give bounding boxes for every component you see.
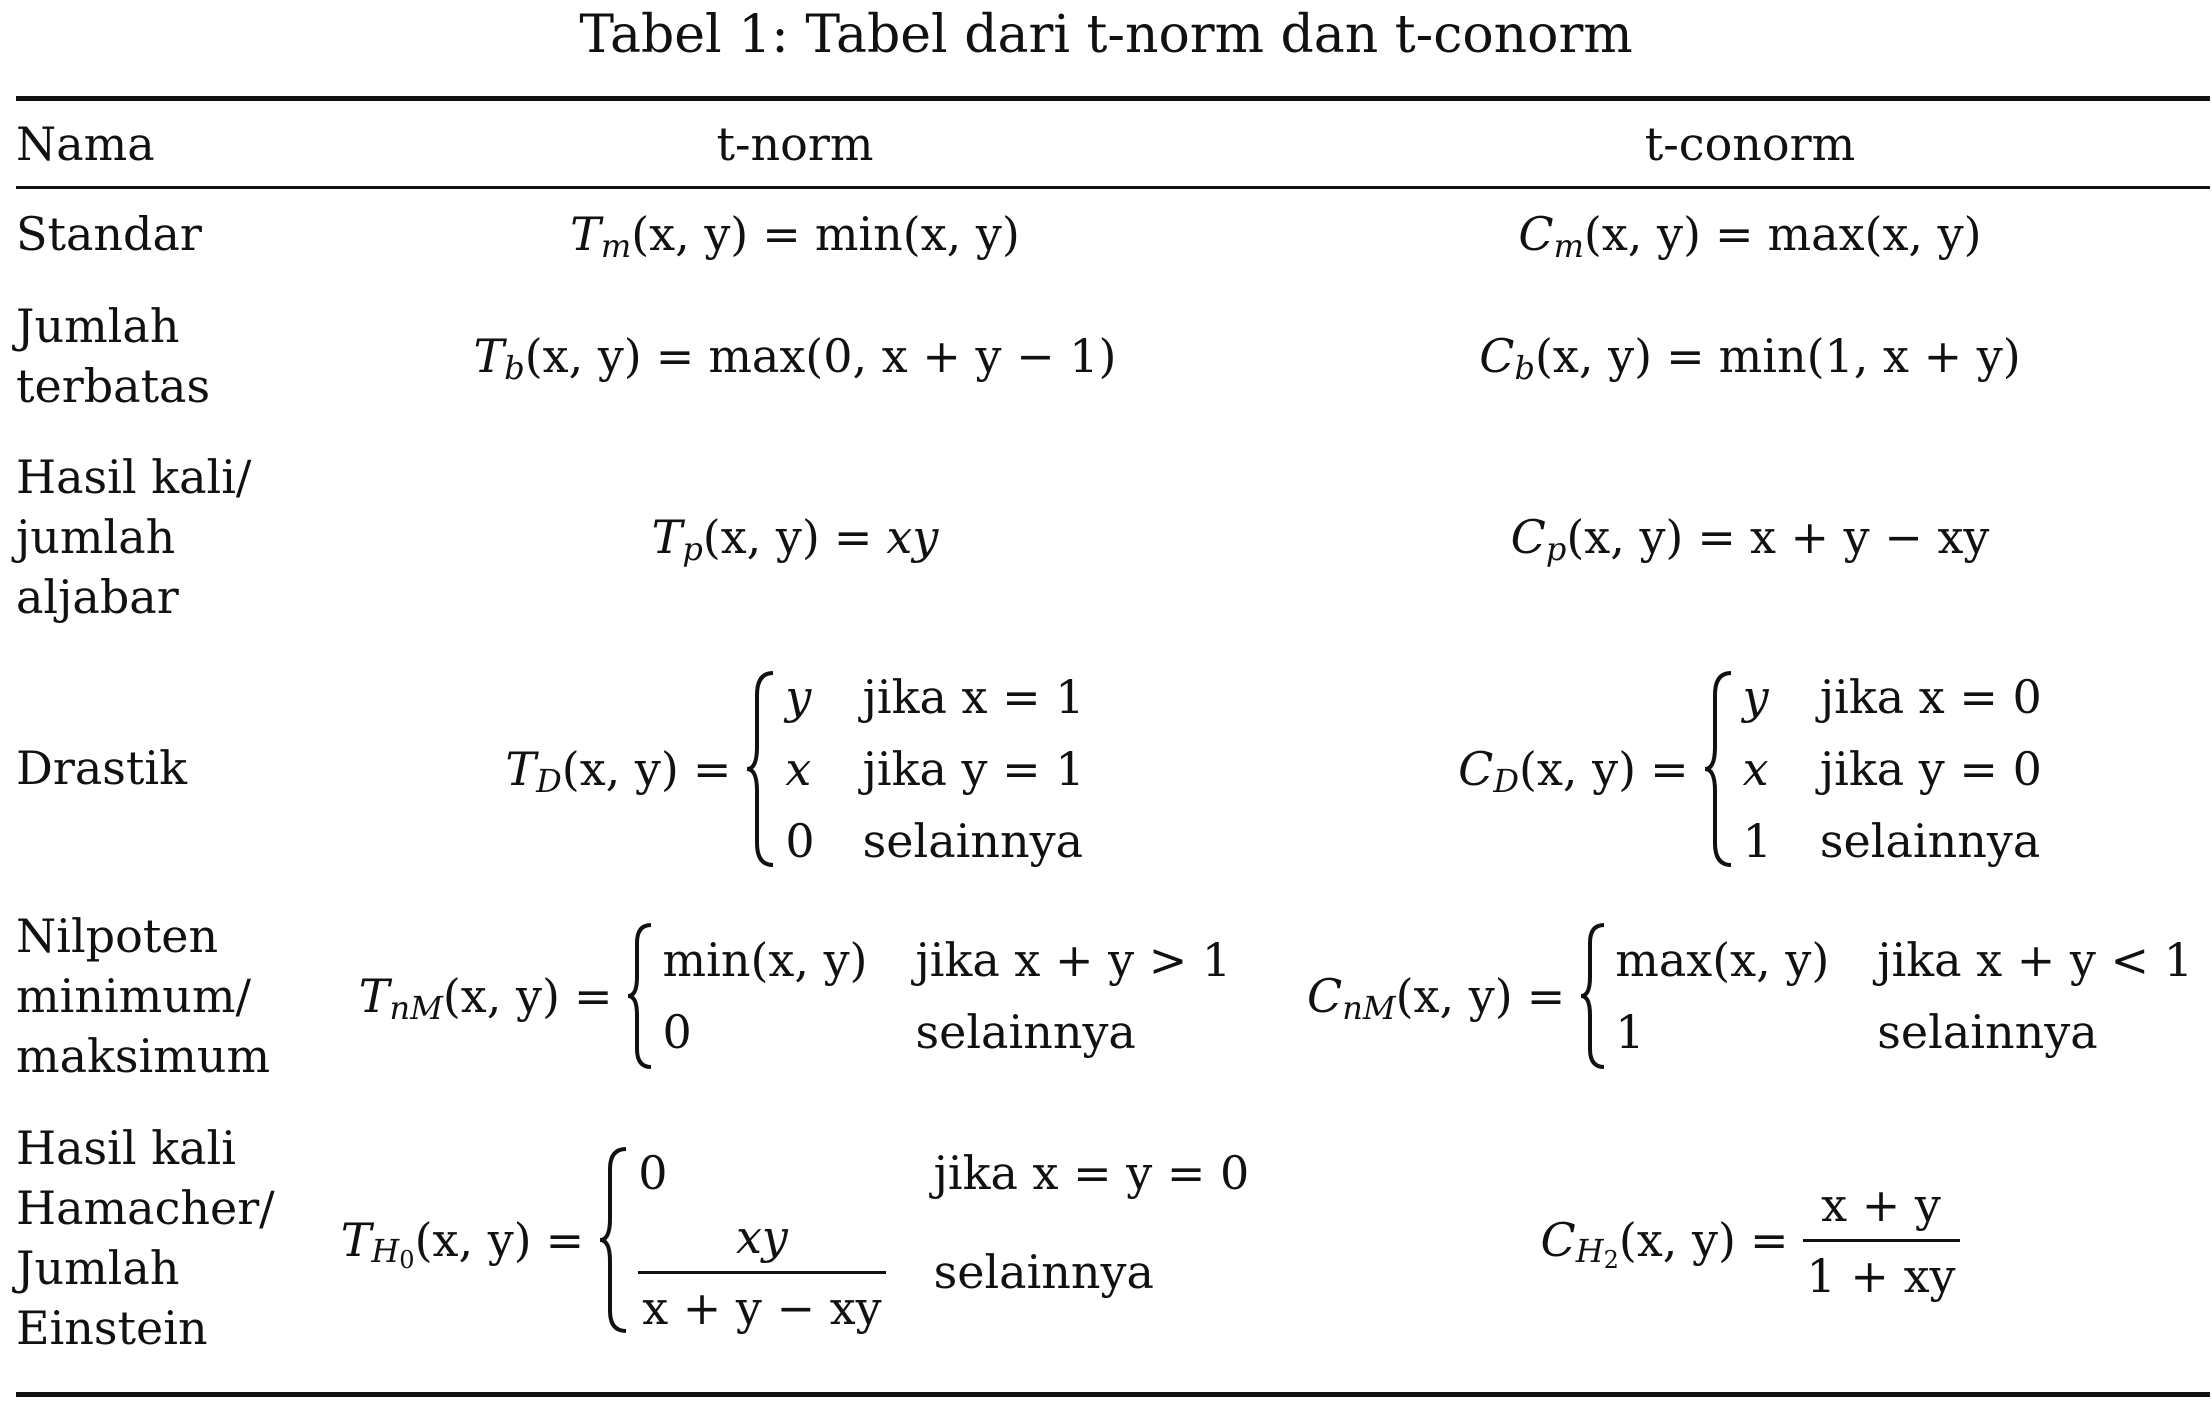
left-brace-icon bbox=[1703, 669, 1737, 869]
tnorm-hamacher: T H0 (x, y) = 0 jika x = y = 0 $\frac{xy}{x + y - xy}$ selainnya bbox=[290, 1130, 1300, 1350]
fraction: $\frac{x + y}{1 + xy}$ bbox=[1803, 1175, 1960, 1306]
row-name-standar: Standar bbox=[16, 207, 202, 261]
fraction: $\frac{xy}{x + y - xy}$ bbox=[638, 1207, 885, 1338]
tconorm-terbatas: C b (x, y) = min(1, x + y) bbox=[1479, 329, 2021, 387]
tnorm-drastik: T D (x, y) = y jika x = 1 x jika y = 1 0 selainnya bbox=[505, 670, 1085, 868]
row-name-nilpoten: Nilpoten minimum/ maksimum bbox=[16, 909, 271, 1083]
left-brace-icon bbox=[626, 921, 656, 1071]
tconorm-standar: C m (x, y) = max(x, y) bbox=[1518, 207, 1982, 265]
tnorm-terbatas: T b (x, y) = max(0, x + y − 1) bbox=[473, 329, 1117, 387]
tconorm-aljabar: C p (x, y) = x + y − xy bbox=[1510, 510, 1990, 568]
left-brace-icon bbox=[598, 1145, 632, 1335]
top-rule bbox=[16, 96, 2210, 101]
tconorm-nilpoten: C nM (x, y) = max(x, y) jika x + y < 1 1 selainnya bbox=[1300, 906, 2200, 1086]
tconorm-drastik: C D (x, y) = y jika x = 0 x jika y = 0 1 selainnya bbox=[1458, 670, 2042, 868]
tnorm-aljabar: T p (x, y) = xy bbox=[651, 510, 939, 568]
row-name-drastik: Drastik bbox=[16, 741, 187, 795]
tnorm-standar: T m (x, y) = min(x, y) bbox=[570, 207, 1020, 265]
row-name-aljabar: Hasil kali/ jumlah aljabar bbox=[16, 450, 252, 624]
tconorm-hamacher: C H2 (x, y) = $\frac{x + y}{1 + xy}$ bbox=[1300, 1130, 2200, 1350]
header-tnorm: t-norm bbox=[716, 117, 874, 171]
header-name: Nama bbox=[16, 117, 155, 171]
left-brace-icon bbox=[1579, 921, 1609, 1071]
tnorm-nilpoten: T nM (x, y) = min(x, y) jika x + y > 1 0 selainnya bbox=[290, 906, 1300, 1086]
bottom-rule bbox=[16, 1392, 2210, 1397]
header-rule bbox=[16, 186, 2210, 189]
header-tconorm: t-conorm bbox=[1644, 117, 1856, 171]
row-name-hamacher: Hasil kali Hamacher/ Jumlah Einstein bbox=[16, 1121, 275, 1355]
row-name-terbatas: Jumlah terbatas bbox=[16, 299, 211, 413]
left-brace-icon bbox=[745, 669, 779, 869]
table-caption: Tabel 1: Tabel dari t-norm dan t-conorm bbox=[579, 5, 1633, 65]
